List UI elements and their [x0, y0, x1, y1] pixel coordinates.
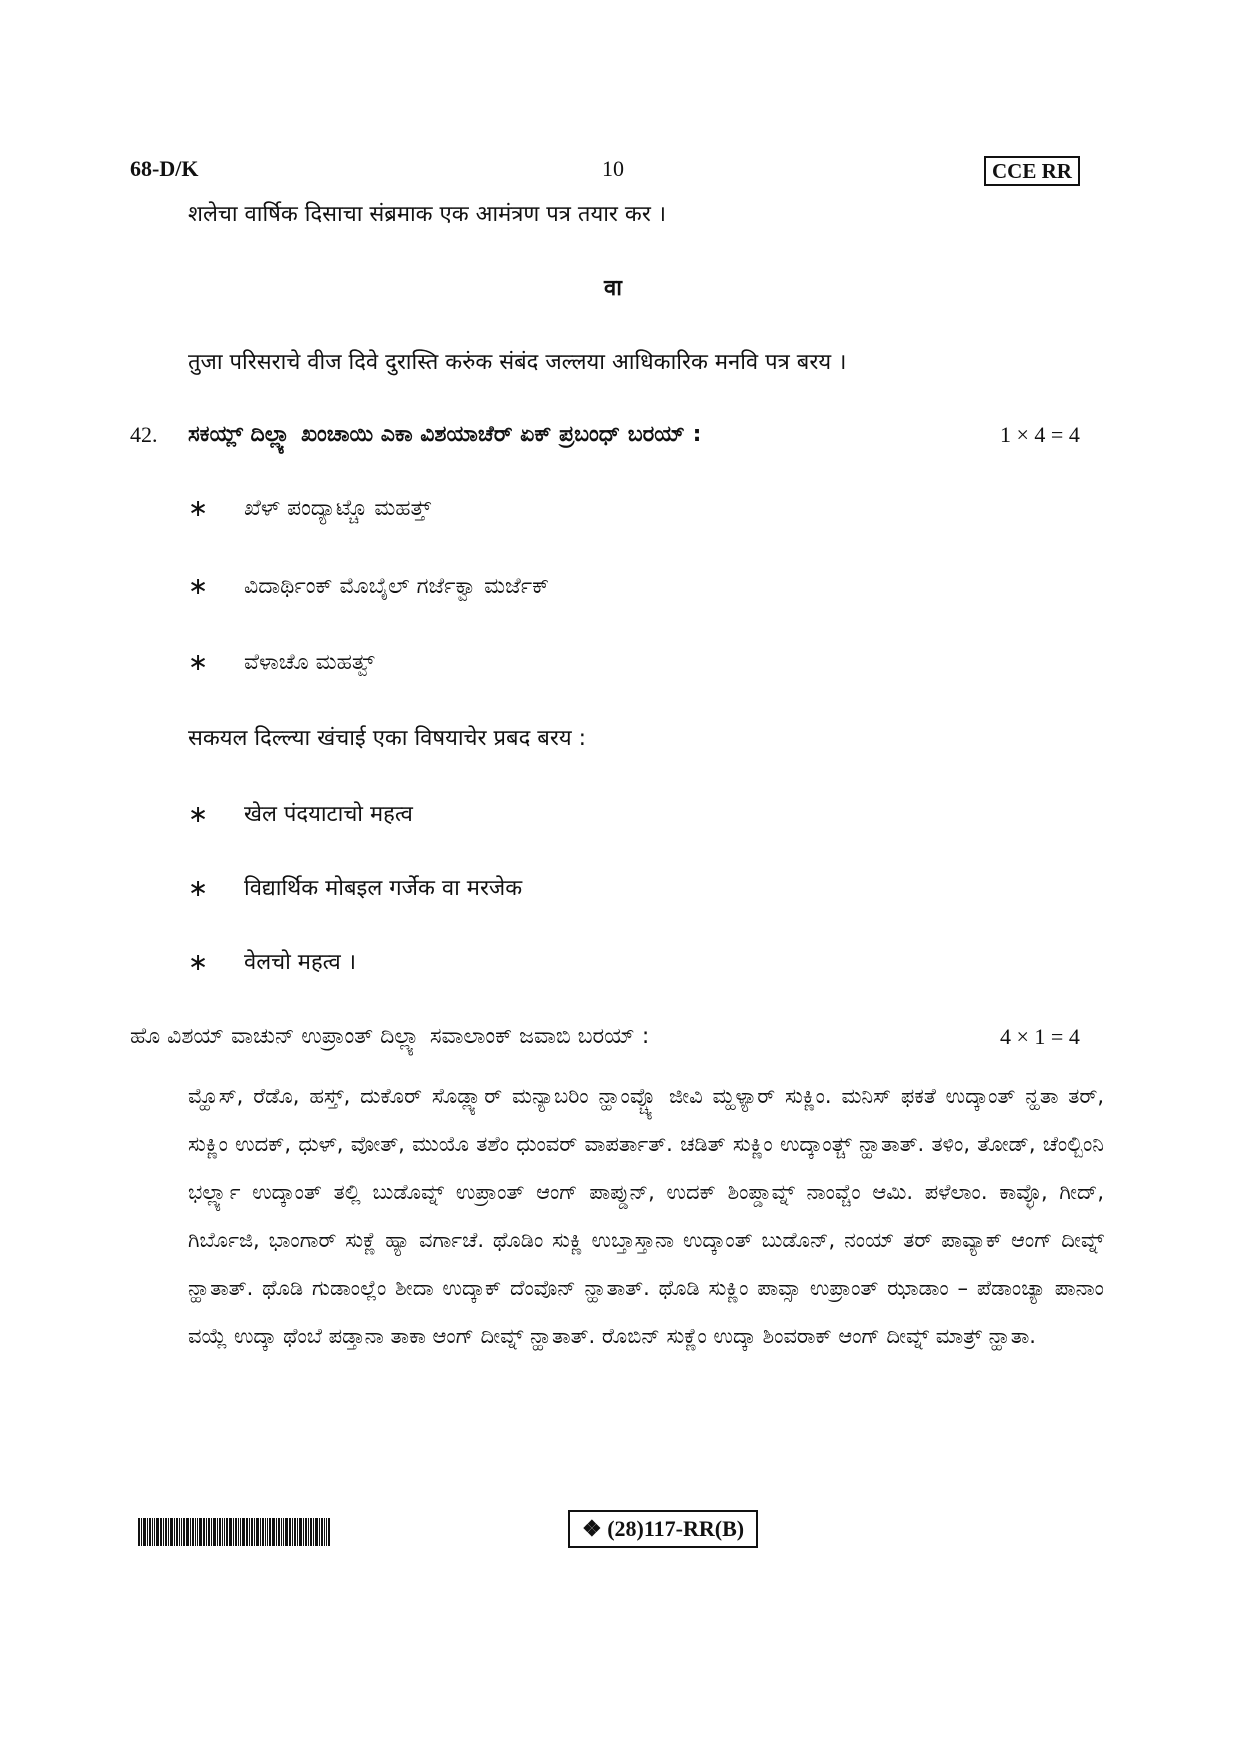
question-number: 42. [130, 422, 158, 447]
comprehension-passage: ಮ್ಹೊಸ್, ರೆಡೊ, ಹಸ್ತ್, ದುಕೊರ್ ಸೊಡ್ಲ್ಯಾರ್ ಮನ್ಯಾಬರಿಂ ನ್ಹಾಂವ್ಚ್ಯೊ ಜೀವಿ ಮ್ಹಳ್ಯಾರ್ ಸುಕ್ಣಿಂ. ಮನಿಸ್ ಫಕತೆ ಉದ್ಕಾಂತ್ ನ್ಹತಾ ತರ್, ಸುಕ್ಣಿಂ ಉದಕ್, ಧುಳ್, ವೋತ್, ಮುಯೊ ತಶೆಂ ಧುಂವರ್ ವಾಪರ್ತಾತ್. ಚಡಿತ್ ಸುಕ್ಣಿಂ ಉದ್ಕಾಂತ್ಚ್ ನ್ಹಾತಾತ್. ತಳಿಂ, ತೋಡ್, ಚೆಂಲ್ಬಿಂನಿ ಭರ್ಲ್ಲ್ಯಾ ಉದ್ಕಾಂತ್ ತಲ್ಲಿ ಬುಡೊವ್ನ್ ಉಪ್ರಾಂತ್ ಆಂಗ್ ಪಾಪ್ಡುನ್, ಉದಕ್ ಶಿಂಪ್ಡಾವ್ನ್ ನಾಂವ್ಚೆಂ ಆಮಿ. ಪಳೆಲಾಂ. ಕಾವ್ಳೊ, ಗೀದ್, ಗಿರ್ಬೊಜಿ, ಭಾಂಗಾರ್ ಸುಕ್ಣೆ ಹ್ಯಾ ವರ್ಗಾಚೆ. ಥೊಡಿಂ ಸುಕ್ಣಿ ಉಬ್ತಾಸ್ತಾನಾ ಉದ್ಕಾಂತ್ ಬುಡೊನ್, ನಂಯ್ ತರ್ ಪಾವ್ಯಾಕ್ ಆಂಗ್ ದೀವ್ನ್ ನ್ಹಾತಾತ್. ಥೊಡಿ ಗುಡಾಂಲ್ಲೆಂ ಶೀದಾ ಉದ್ಕಾಕ್ ದೆಂವೊನ್ ನ್ಹಾತಾತ್. ಥೊಡಿ ಸುಕ್ಣಿಂ ಪಾವ್ಸಾ ಉಪ್ರಾಂತ್ ಝಾಡಾಂ – ಪೆಡಾಂಚ್ಯಾ ಪಾನಾಂ ವಯ್ಲೆ ಉದ್ಕಾ ಥೆಂಬೆ ಪಡ್ತಾನಾ ತಾಕಾ ಆಂಗ್ ದೀವ್ನ್ ನ್ಹಾತಾತ್. ರೊಬಿನ್ ಸುಕ್ಣೆಂ ಉದ್ಕಾ ಶಿಂವರಾಕ್ ಆಂಗ್ ದೀವ್ನ್ ಮಾತ್ರ್ ನ್ಹಾತಾ. [188, 1084, 1104, 1348]
devanagari-instruction: सकयल दिल्ल्या खंचाई एका विषयाचेर प्रबद बरय : [188, 726, 587, 751]
kannada-topic: ಖೆಳ್ ಪಂದ್ಯಾಟ್ಚೊ ಮಹತ್ತ್ [244, 496, 432, 521]
kannada-topic: ವೆಳಾಚೊ ಮಹತ್ವ್ [244, 650, 375, 675]
bullet-icon: ∗ [188, 648, 209, 676]
devanagari-topic: वेलचो महत्व । [244, 950, 357, 975]
letter-task-line-2: तुजा परिसराचे वीज दिवे दुरास्ति करुंक संबंद जल्लया आधिकारिक मनवि पत्र बरय । [188, 350, 847, 375]
question-instruction: ಸಕಯ್ಲ್ ದಿಲ್ಲ್ಯಾ ಖಂಚಾಯಿ ಎಕಾ ವಿಶಯಾಚೆರ್ ಏಕ್ ಪ್ರಬಂಧ್ ಬರಯ್ : [188, 422, 702, 447]
comprehension-marks: 4 × 1 = 4 [1000, 1024, 1080, 1049]
barcode-icon [138, 1518, 384, 1546]
bullet-icon: ∗ [188, 494, 209, 522]
devanagari-topic: विद्यार्थिक मोबइल गर्जेक वा मरजेक [244, 876, 523, 901]
question-marks: 1 × 4 = 4 [1000, 422, 1080, 447]
cce-rr-box: CCE RR [984, 156, 1080, 186]
paper-code: 68-D/K [130, 156, 199, 181]
letter-task-line-1: शलेचा वार्षिक दिसाचा संब्रमाक एक आमंत्रण पत्र तयार कर । [188, 202, 667, 227]
or-label: वा [604, 276, 622, 301]
bullet-icon: ∗ [188, 948, 209, 976]
bullet-icon: ∗ [188, 572, 209, 600]
comprehension-instruction: ಹೊ ವಿಶಯ್ ವಾಚುನ್ ಉಪ್ರಾಂತ್ ದಿಲ್ಲ್ಯಾ ಸವಾಲಾಂಕ್ ಜವಾಬಿ ಬರಯ್ : [130, 1024, 650, 1049]
kannada-topic: ವಿದಾರ್ಥಿಂಕ್ ಮೊಬೈಲ್ ಗರ್ಜೆಕ್ವಾ ಮರ್ಜೆಕ್ [244, 574, 550, 599]
bullet-icon: ∗ [188, 800, 209, 828]
page-number: 10 [602, 156, 624, 181]
bullet-icon: ∗ [188, 874, 209, 902]
footer-code-box: ❖ (28)117-RR(B) [568, 1510, 758, 1548]
devanagari-topic: खेल पंदयाटाचो महत्व [244, 802, 413, 827]
